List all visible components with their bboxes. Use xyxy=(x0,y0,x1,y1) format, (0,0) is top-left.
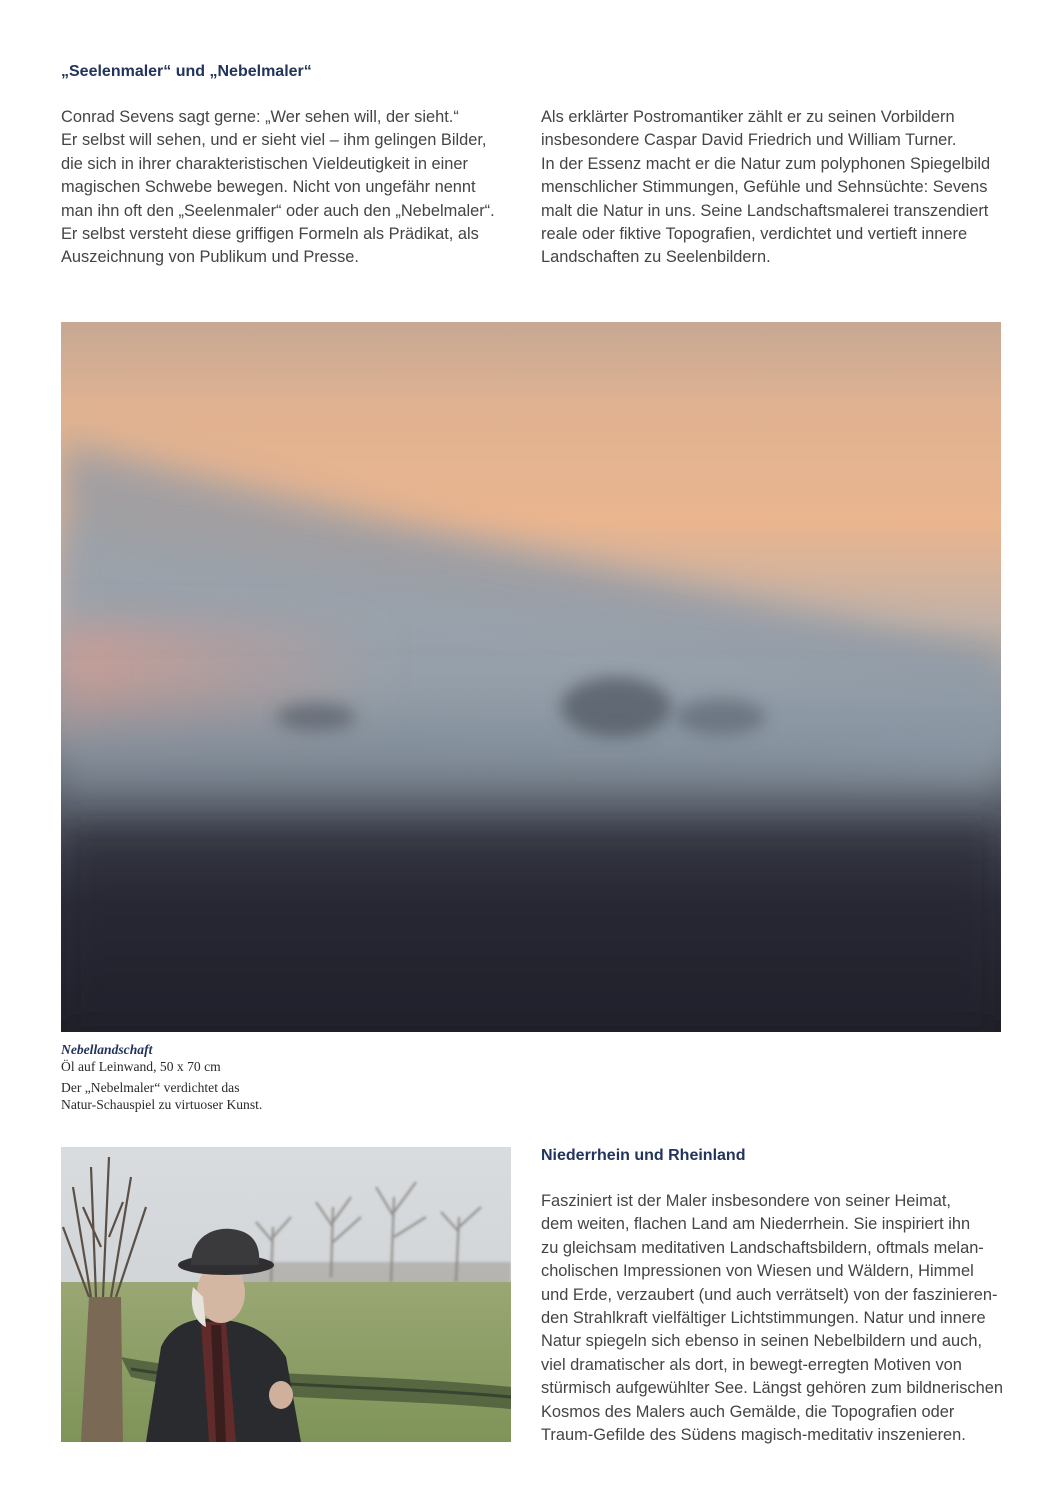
text-line: insbesondere Caspar David Friedrich und William Turner. xyxy=(541,131,957,150)
intro-column-right xyxy=(541,106,990,270)
caption-medium: Öl auf Leinwand, 50 x 70 cm xyxy=(61,1059,221,1074)
text-line: Kosmos des Malers auch Gemälde, die Topografien oder xyxy=(541,1402,955,1421)
text-line: Fasziniert ist der Maler insbesondere von seiner Heimat, xyxy=(541,1192,951,1210)
text-line: Conrad Sevens sagt gerne: „Wer sehen will, der sieht.“ xyxy=(61,108,459,126)
painting-nebellandschaft xyxy=(61,322,1001,1032)
text-line: cholischen Impressionen von Wiesen und Wäldern, Himmel xyxy=(541,1262,974,1281)
section-heading-seelenmaler: „Seelenmaler“ und „Nebelmaler“ xyxy=(61,63,312,80)
text-line: den Strahlkraft vielfältiger Lichtstimmungen. Natur und innere xyxy=(541,1309,986,1328)
text-line: malt die Natur in uns. Seine Landschaftsmalerei transzendiert xyxy=(541,201,989,220)
text-line: und Erde, verzaubert (und auch verrätselt) von der faszinieren- xyxy=(541,1285,998,1304)
photo-painter-landscape xyxy=(61,1147,511,1442)
text-line: Er selbst versteht diese griffigen Formeln als Prädikat, als xyxy=(61,225,479,244)
section-heading-niederrhein: Niederrhein und Rheinland xyxy=(541,1147,746,1164)
caption-text xyxy=(61,1079,262,1113)
text-line: reale oder fiktive Topografien, verdichtet und vertieft innere xyxy=(541,225,968,244)
text-line: zu gleichsam meditativen Landschaftsbildern, oftmals melan- xyxy=(541,1238,984,1257)
text-line: Traum-Gefilde des Südens magisch-meditativ inszenieren. xyxy=(541,1426,966,1445)
text-line: man ihn oft den „Seelenmaler“ oder auch den „Nebelmaler“. xyxy=(61,201,495,220)
intro-column-left xyxy=(61,106,495,270)
text-line: stürmisch aufgewühlter See. Längst gehören zum bildnerischen xyxy=(541,1379,1003,1398)
text-line: Landschaften zu Seelenbildern. xyxy=(541,248,771,267)
text-line: magischen Schwebe bewegen. Nicht von ungefähr nennt xyxy=(61,178,476,197)
text-line: die sich in ihrer charakteristischen Vieldeutigkeit in einer xyxy=(61,154,468,173)
text-line: Natur spiegeln sich ebenso in seinen Nebelbildern und auch, xyxy=(541,1332,983,1351)
text-line: Als erklärter Postromantiker zählt er zu seinen Vorbildern xyxy=(541,108,955,126)
text-line: dem weiten, flachen Land am Niederrhein. Sie inspiriert ihn xyxy=(541,1215,971,1234)
text-line: Er selbst will sehen, und er sieht viel – ihm gelingen Bilder, xyxy=(61,131,487,150)
text-line: viel dramatischer als dort, in bewegt-erregten Motiven von xyxy=(541,1355,962,1374)
caption-line: Der „Nebelmaler“ verdichtet das xyxy=(61,1080,240,1095)
niederrhein-column xyxy=(541,1190,1003,1447)
caption-line: Natur-Schauspiel zu virtuoser Kunst. xyxy=(61,1097,263,1112)
caption-title: Nebellandschaft xyxy=(61,1042,153,1057)
text-line: In der Essenz macht er die Natur zum polyphonen Spiegelbild xyxy=(541,154,991,173)
painting-caption xyxy=(61,1041,262,1113)
text-line: menschlicher Stimmungen, Gefühle und Sehnsüchte: Sevens xyxy=(541,178,988,197)
text-line: Auszeichnung von Publikum und Presse. xyxy=(61,248,359,267)
